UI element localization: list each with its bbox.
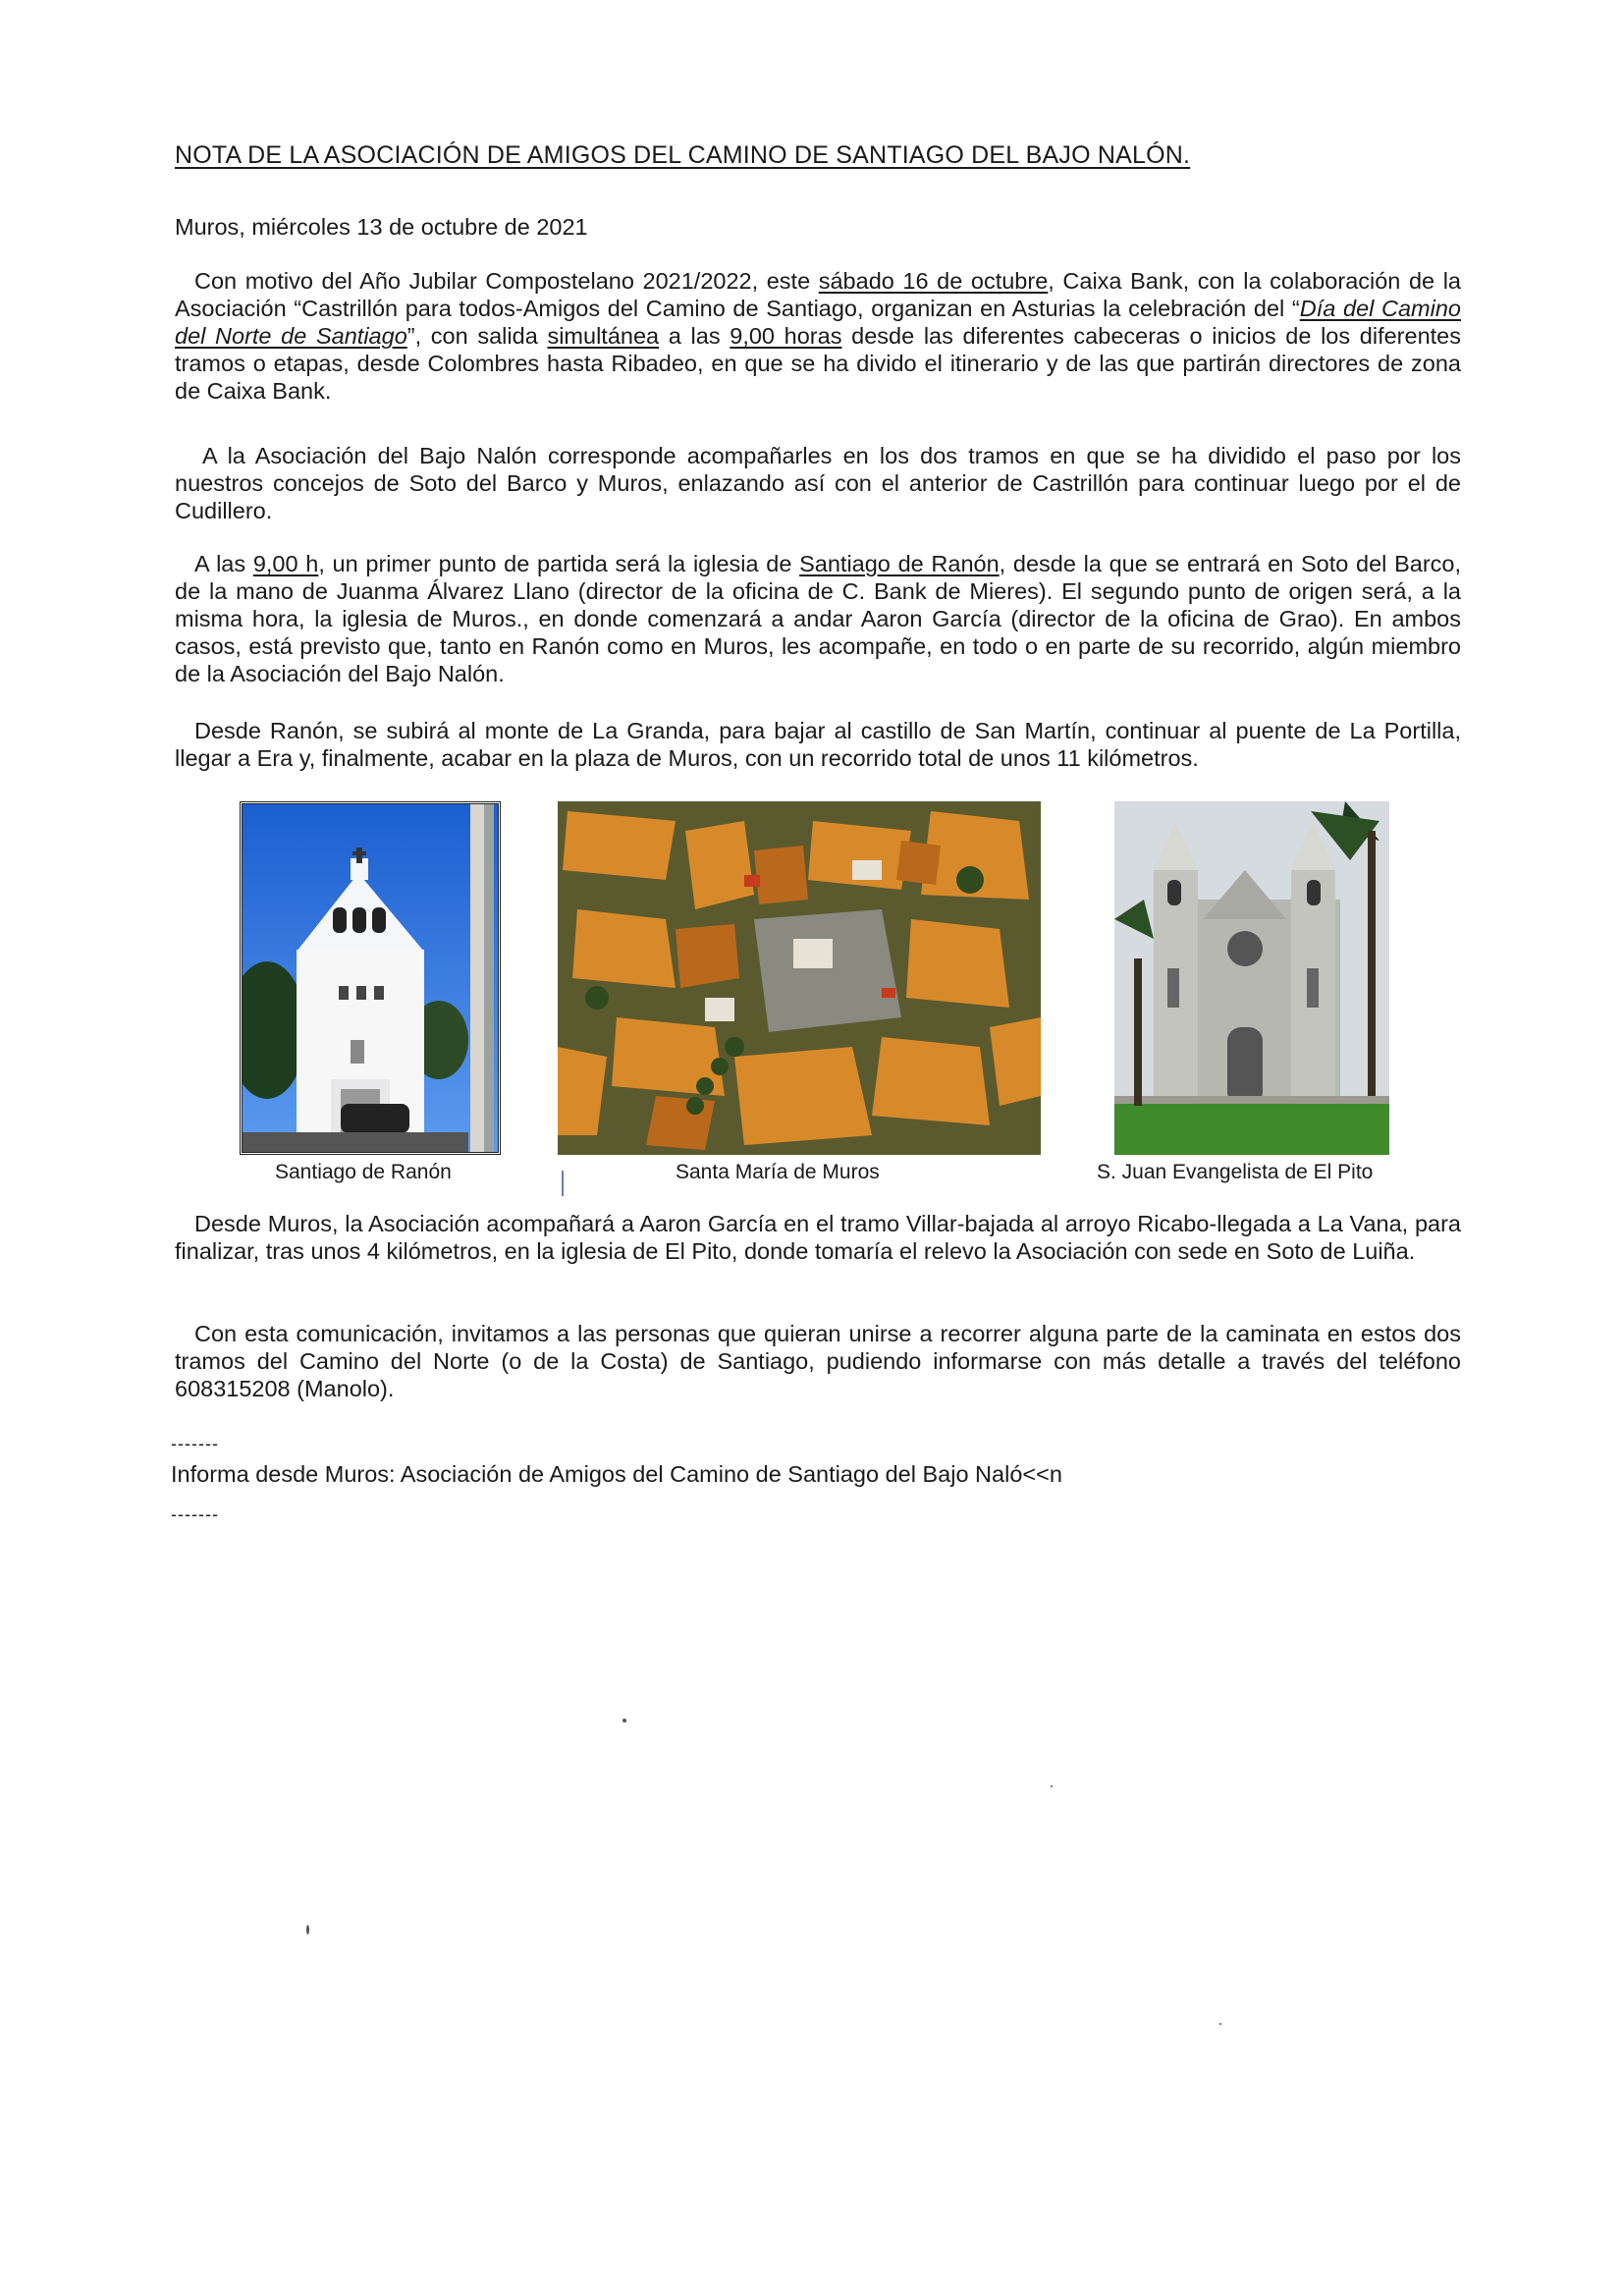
- church-ranon-image: [243, 804, 498, 1152]
- dateline: Muros, miércoles 13 de octubre de 2021: [175, 214, 588, 240]
- scan-speck: [306, 1925, 309, 1935]
- p1-date: sábado 16 de octubre: [818, 268, 1049, 294]
- p1-event-name: Día del Camino del Norte de Santiago: [175, 296, 1461, 349]
- p1-time: 9,00 horas: [730, 323, 842, 349]
- p1-text: ”, con salida: [406, 323, 548, 349]
- separator-bottom: -------: [171, 1504, 219, 1524]
- scan-speck: [1051, 1785, 1053, 1787]
- church-el-pito-image: [1114, 801, 1389, 1155]
- photo-san-juan-el-pito: [1114, 801, 1389, 1155]
- p3-time: 9,00 h: [252, 551, 319, 576]
- p3-church-name: Santiago de Ranón: [799, 551, 1000, 576]
- paragraph-5: Desde Muros, la Asociación acompañará a Aaron García en el tramo Villar-bajada al arroyo Ricabo-llegada a La Vana, para finalizar, tras unos 4 kilómetros, en la iglesia de El Pito, donde tomaría el relevo la Asociación con sede en Soto de Luiña.: [175, 1211, 1461, 1264]
- paragraph-3: [175, 550, 1461, 687]
- p1-text: Con motivo del Año Jubilar Compostelano 2021/2022, este: [194, 268, 819, 294]
- aerial-muros-image: [558, 801, 1041, 1155]
- separator-top: -------: [171, 1434, 219, 1453]
- p1-text: a las: [659, 323, 730, 349]
- p3-text: , desde la que se entrará en Soto del Barco, de la mano de Juanma Álvarez Llano (director de la oficina de C. Bank de Mieres). El segundo punto de origen será, a la misma hora, la iglesia de Muros., en donde comenzará a andar Aaron García (director de la oficina de Grao). En ambos casos, está previsto que, tanto en Ranón como en Muros, les acompañe, en todo o en parte de su recorrido, algún miembro de la Asociación del Bajo Nalón.: [175, 551, 1462, 686]
- scan-speck: [622, 1719, 626, 1722]
- photo-santiago-de-ranon: [240, 801, 501, 1155]
- caption-san-juan-el-pito: S. Juan Evangelista de El Pito: [1097, 1161, 1374, 1183]
- p1-emphasis: simultánea: [547, 323, 660, 349]
- p1-text: , Caixa Bank, con la colaboración de la Asociación “Castrillón para todos-Amigos del Camino de Santiago, organizan en Asturias la celebración del “: [175, 268, 1461, 321]
- paragraph-1: [175, 267, 1461, 405]
- photo-santa-maria-de-muros: [558, 801, 1041, 1155]
- p3-text: A las: [194, 551, 253, 576]
- footer-attribution: Informa desde Muros: Asociación de Amigos del Camino de Santiago del Bajo Naló<<n: [171, 1461, 1062, 1487]
- page-title: NOTA DE LA ASOCIACIÓN DE AMIGOS DEL CAMINO DE SANTIAGO DEL BAJO NALÓN.: [175, 141, 1191, 169]
- paragraph-6: Con esta comunicación, invitamos a las personas que quieran unirse a recorrer alguna parte de la caminata en estos dos tramos del Camino del Norte (o de la Costa) de Santiago, pudiendo informarse con más detalle a través del teléfono 608315208 (Manolo).: [175, 1321, 1461, 1401]
- p3-text: , un primer punto de partida será la iglesia de: [318, 551, 800, 576]
- scan-speck: [1219, 2023, 1221, 2025]
- scan-line: [562, 1171, 564, 1196]
- paragraph-4: Desde Ranón, se subirá al monte de La Granda, para bajar al castillo de San Martín, continuar al puente de La Portilla, llegar a Era y, finalmente, acabar en la plaza de Muros, con un recorrido total de unos 11 kilómetros.: [175, 718, 1461, 771]
- caption-santa-maria-de-muros: Santa María de Muros: [676, 1161, 880, 1183]
- paragraph-2: A la Asociación del Bajo Nalón corresponde acompañarles en los dos tramos en que se ha dividido el paso por los nuestros concejos de Soto del Barco y Muros, enlazando así con el anterior de Castrillón para continuar luego por el de Cudillero.: [175, 443, 1461, 523]
- p1-text: desde las diferentes cabeceras o inicios de los diferentes tramos o etapas, desde Colombres hasta Ribadeo, en que se ha divido el itinerario y de las que partirán directores de zona de Caixa Bank.: [175, 323, 1461, 404]
- caption-santiago-de-ranon: Santiago de Ranón: [275, 1161, 452, 1183]
